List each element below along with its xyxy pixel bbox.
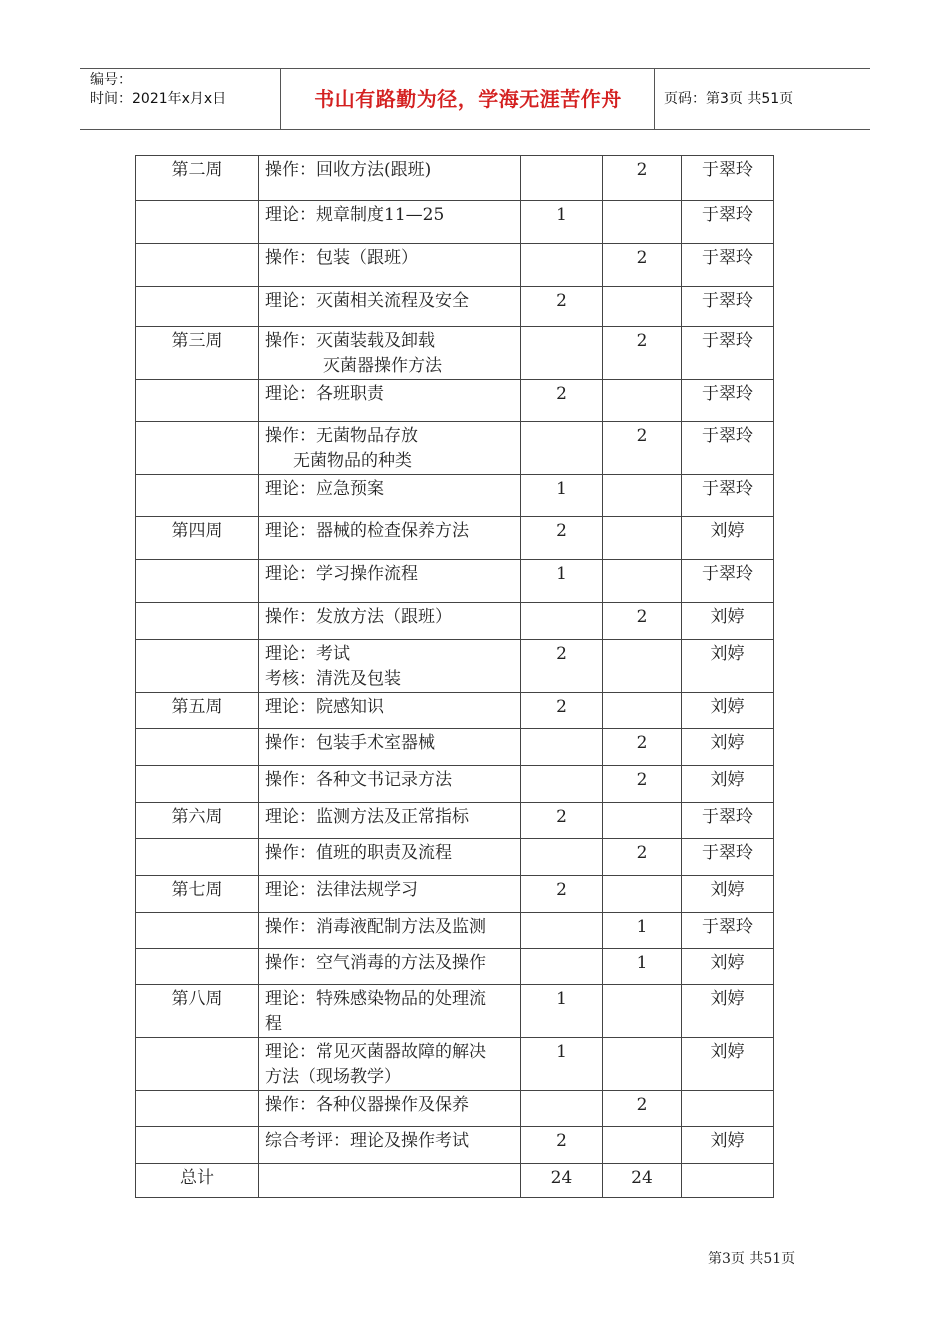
- practice-hours-cell: [603, 640, 682, 693]
- schedule-row: [136, 327, 774, 380]
- total-label-cell: 总计: [136, 1164, 259, 1198]
- practice-hours-cell: [603, 517, 682, 560]
- week-cell: 第二周: [136, 156, 259, 201]
- week-cell: [136, 475, 259, 517]
- theory-hours-cell: [521, 327, 603, 380]
- week-cell: [136, 766, 259, 803]
- theory-hours-cell: 1: [521, 985, 603, 1038]
- schedule-row: [136, 693, 774, 729]
- theory-hours-cell: 2: [521, 876, 603, 913]
- schedule-row: [136, 729, 774, 766]
- content-cell: [259, 693, 521, 729]
- theory-hours-cell: [521, 244, 603, 287]
- theory-hours-cell: [521, 729, 603, 766]
- content-cell: [259, 729, 521, 766]
- content-line: 理论：常见灭菌器故障的解决: [265, 1042, 486, 1062]
- schedule-body: [136, 156, 774, 1198]
- content-line: 理论：院感知识: [265, 697, 384, 717]
- content-line: 无菌物品的种类: [293, 451, 412, 471]
- practice-hours-cell: 2: [603, 1091, 682, 1127]
- content-cell: [259, 603, 521, 640]
- practice-hours-cell: [603, 380, 682, 422]
- content-line: 理论：法律法规学习: [265, 880, 418, 900]
- schedule-row: [136, 517, 774, 560]
- schedule-row: [136, 380, 774, 422]
- teacher-cell: 刘婷: [682, 876, 774, 913]
- week-cell: [136, 839, 259, 876]
- practice-hours-cell: 2: [603, 603, 682, 640]
- teacher-cell: 刘婷: [682, 729, 774, 766]
- content-cell: [259, 839, 521, 876]
- practice-hours-cell: 2: [603, 839, 682, 876]
- content-cell: [259, 985, 521, 1038]
- content-line: 操作：发放方法（跟班）: [265, 607, 452, 627]
- teacher-cell: 于翠玲: [682, 287, 774, 327]
- teacher-cell: 于翠玲: [682, 244, 774, 287]
- practice-hours-cell: [603, 475, 682, 517]
- header-divider: [280, 69, 281, 129]
- practice-hours-cell: [603, 1038, 682, 1091]
- content-line: 操作：各种文书记录方法: [265, 770, 452, 790]
- header-motto: 书山有路勤为径，学海无涯苦作舟: [314, 87, 622, 111]
- header-meta: [90, 71, 280, 109]
- theory-hours-cell: 2: [521, 1127, 603, 1164]
- theory-hours-cell: [521, 603, 603, 640]
- teacher-cell: [682, 1091, 774, 1127]
- teacher-cell: 刘婷: [682, 640, 774, 693]
- content-line: 理论：规章制度11—25: [265, 205, 445, 225]
- document-date: 时间：2021年x月x日: [90, 91, 227, 107]
- theory-hours-cell: [521, 156, 603, 201]
- total-teacher-cell: [682, 1164, 774, 1198]
- content-line: 理论：学习操作流程: [265, 564, 418, 584]
- theory-hours-cell: 2: [521, 380, 603, 422]
- practice-hours-cell: [603, 201, 682, 244]
- teacher-cell: 刘婷: [682, 1127, 774, 1164]
- theory-hours-cell: 2: [521, 287, 603, 327]
- schedule-row: [136, 949, 774, 985]
- practice-hours-cell: 2: [603, 766, 682, 803]
- week-cell: [136, 949, 259, 985]
- content-cell: [259, 201, 521, 244]
- theory-hours-cell: 2: [521, 803, 603, 839]
- total-practice-cell: 24: [603, 1164, 682, 1198]
- teacher-cell: 刘婷: [682, 985, 774, 1038]
- theory-hours-cell: [521, 1091, 603, 1127]
- teacher-cell: 于翠玲: [682, 560, 774, 603]
- content-line: 综合考评：理论及操作考试: [265, 1131, 469, 1151]
- practice-hours-cell: 2: [603, 244, 682, 287]
- header-divider: [654, 69, 655, 129]
- teacher-cell: 刘婷: [682, 949, 774, 985]
- teacher-cell: 于翠玲: [682, 913, 774, 949]
- theory-hours-cell: [521, 766, 603, 803]
- teacher-cell: 刘婷: [682, 1038, 774, 1091]
- practice-hours-cell: [603, 560, 682, 603]
- content-line: 程: [265, 1014, 282, 1034]
- content-cell: [259, 913, 521, 949]
- content-line: 灭菌器操作方法: [323, 356, 442, 376]
- practice-hours-cell: [603, 693, 682, 729]
- teacher-cell: 于翠玲: [682, 380, 774, 422]
- content-cell: [259, 876, 521, 913]
- page-footer: 第3页 共51页: [708, 1251, 796, 1267]
- schedule-row: [136, 1091, 774, 1127]
- content-line: 操作：各种仪器操作及保养: [265, 1095, 469, 1115]
- practice-hours-cell: 2: [603, 327, 682, 380]
- teacher-cell: 于翠玲: [682, 201, 774, 244]
- schedule-row: [136, 287, 774, 327]
- week-cell: [136, 560, 259, 603]
- theory-hours-cell: [521, 913, 603, 949]
- week-cell: [136, 244, 259, 287]
- theory-hours-cell: 1: [521, 560, 603, 603]
- practice-hours-cell: 1: [603, 913, 682, 949]
- training-schedule-table: [135, 155, 774, 1198]
- schedule-row: [136, 1127, 774, 1164]
- content-cell: [259, 422, 521, 475]
- content-line: 理论：应急预案: [265, 479, 384, 499]
- teacher-cell: 于翠玲: [682, 839, 774, 876]
- content-line: 操作：值班的职责及流程: [265, 843, 452, 863]
- content-line: 理论：灭菌相关流程及安全: [265, 291, 469, 311]
- theory-hours-cell: 1: [521, 201, 603, 244]
- week-cell: [136, 287, 259, 327]
- practice-hours-cell: [603, 1127, 682, 1164]
- content-cell: [259, 380, 521, 422]
- content-line: 理论：监测方法及正常指标: [265, 807, 469, 827]
- content-cell: [259, 803, 521, 839]
- content-line: 操作：包装手术室器械: [265, 733, 435, 753]
- content-line: 操作：无菌物品存放: [265, 426, 418, 446]
- content-cell: [259, 1038, 521, 1091]
- content-line: 理论：特殊感染物品的处理流: [265, 989, 486, 1009]
- content-line: 理论：各班职责: [265, 384, 384, 404]
- total-content-cell: [259, 1164, 521, 1198]
- page-header: [80, 68, 870, 130]
- practice-hours-cell: [603, 876, 682, 913]
- content-cell: [259, 1091, 521, 1127]
- teacher-cell: 于翠玲: [682, 156, 774, 201]
- content-line: 理论：器械的检查保养方法: [265, 521, 469, 541]
- schedule-row: [136, 560, 774, 603]
- content-cell: [259, 244, 521, 287]
- content-cell: [259, 156, 521, 201]
- week-cell: 第六周: [136, 803, 259, 839]
- week-cell: [136, 603, 259, 640]
- content-cell: [259, 517, 521, 560]
- practice-hours-cell: 2: [603, 156, 682, 201]
- theory-hours-cell: 2: [521, 517, 603, 560]
- teacher-cell: 刘婷: [682, 603, 774, 640]
- week-cell: [136, 380, 259, 422]
- teacher-cell: 刘婷: [682, 693, 774, 729]
- week-cell: [136, 422, 259, 475]
- practice-hours-cell: 2: [603, 422, 682, 475]
- week-cell: [136, 729, 259, 766]
- content-cell: [259, 560, 521, 603]
- week-cell: 第五周: [136, 693, 259, 729]
- teacher-cell: 刘婷: [682, 517, 774, 560]
- week-cell: [136, 201, 259, 244]
- week-cell: 第四周: [136, 517, 259, 560]
- content-line: 操作：回收方法(跟班): [265, 160, 432, 180]
- teacher-cell: 刘婷: [682, 766, 774, 803]
- week-cell: [136, 1038, 259, 1091]
- schedule-row: [136, 913, 774, 949]
- schedule-row: [136, 985, 774, 1038]
- week-cell: 第八周: [136, 985, 259, 1038]
- practice-hours-cell: 2: [603, 729, 682, 766]
- practice-hours-cell: 1: [603, 949, 682, 985]
- schedule-row: [136, 244, 774, 287]
- schedule-row: [136, 640, 774, 693]
- theory-hours-cell: [521, 839, 603, 876]
- schedule-row: [136, 876, 774, 913]
- content-line: 理论：考试: [265, 644, 350, 664]
- content-cell: [259, 766, 521, 803]
- week-cell: [136, 1127, 259, 1164]
- content-cell: [259, 949, 521, 985]
- content-line: 方法（现场教学）: [265, 1067, 401, 1087]
- teacher-cell: 于翠玲: [682, 803, 774, 839]
- content-cell: [259, 640, 521, 693]
- schedule-row: [136, 422, 774, 475]
- schedule-row: [136, 1038, 774, 1091]
- teacher-cell: 于翠玲: [682, 327, 774, 380]
- week-cell: [136, 640, 259, 693]
- theory-hours-cell: 1: [521, 475, 603, 517]
- total-theory-cell: 24: [521, 1164, 603, 1198]
- schedule-row: [136, 766, 774, 803]
- content-line: 操作：灭菌装载及卸载: [265, 331, 435, 351]
- content-line: 操作：消毒液配制方法及监测: [265, 917, 486, 937]
- week-cell: 第七周: [136, 876, 259, 913]
- theory-hours-cell: 2: [521, 640, 603, 693]
- schedule-row: [136, 201, 774, 244]
- practice-hours-cell: [603, 287, 682, 327]
- theory-hours-cell: 1: [521, 1038, 603, 1091]
- teacher-cell: 于翠玲: [682, 475, 774, 517]
- week-cell: [136, 913, 259, 949]
- schedule-row: [136, 839, 774, 876]
- schedule-row: [136, 803, 774, 839]
- practice-hours-cell: [603, 803, 682, 839]
- schedule-row: [136, 156, 774, 201]
- practice-hours-cell: [603, 985, 682, 1038]
- content-cell: [259, 287, 521, 327]
- theory-hours-cell: [521, 949, 603, 985]
- schedule-row: [136, 603, 774, 640]
- week-cell: [136, 1091, 259, 1127]
- content-line: 考核：清洗及包装: [265, 669, 401, 689]
- content-cell: [259, 475, 521, 517]
- total-row: [136, 1164, 774, 1198]
- week-cell: 第三周: [136, 327, 259, 380]
- content-cell: [259, 1127, 521, 1164]
- content-line: 操作：空气消毒的方法及操作: [265, 953, 486, 973]
- teacher-cell: 于翠玲: [682, 422, 774, 475]
- content-cell: [259, 327, 521, 380]
- schedule-row: [136, 475, 774, 517]
- content-line: 操作：包装（跟班）: [265, 248, 418, 268]
- document-number-label: 编号：: [90, 72, 132, 88]
- theory-hours-cell: 2: [521, 693, 603, 729]
- header-page-info: 页码：第3页 共51页: [664, 91, 794, 107]
- theory-hours-cell: [521, 422, 603, 475]
